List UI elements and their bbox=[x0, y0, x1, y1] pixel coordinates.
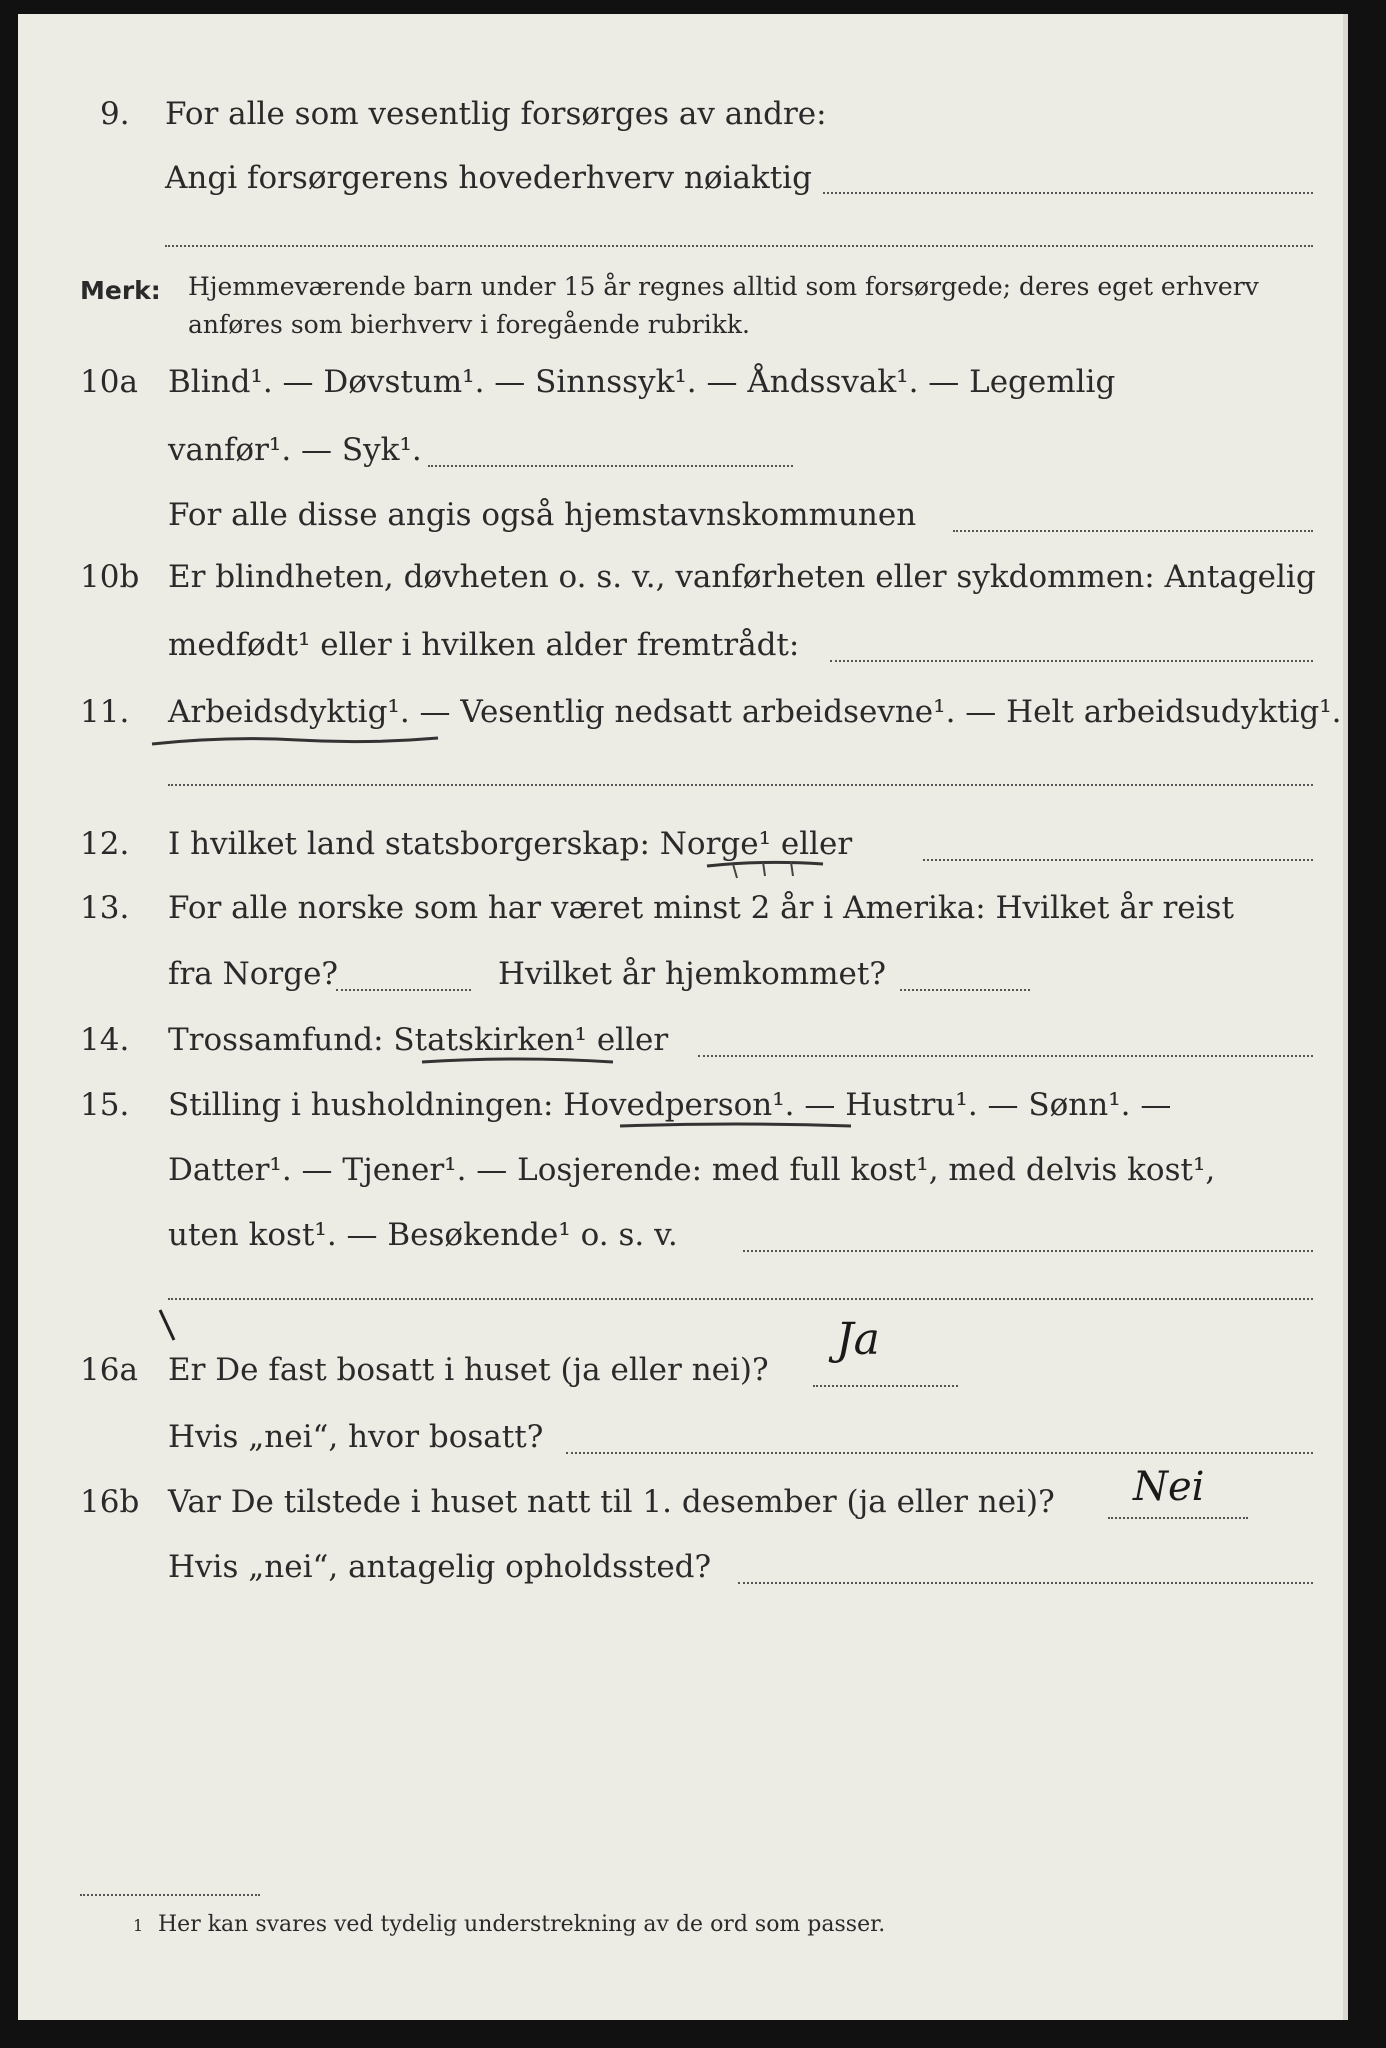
q10a-answer-line[interactable] bbox=[428, 465, 793, 467]
q12-underline-mark bbox=[703, 856, 833, 886]
merk-text1: Hjemmeværende barn under 15 år regnes alltid som forsørgede; deres eget erhverv bbox=[188, 272, 1259, 301]
q10a-text1: Blind¹. — Døvstum¹. — Sinnssyk¹. — Åndssvak¹. — Legemlig bbox=[168, 364, 1116, 400]
q13-text2a: fra Norge? bbox=[168, 956, 339, 992]
q14-text: Trossamfund: Statskirken¹ eller bbox=[168, 1022, 669, 1058]
q14-answer-line[interactable] bbox=[698, 1055, 1313, 1057]
q10a-text3: For alle disse angis også hjemstavnskommunen bbox=[168, 497, 917, 533]
q9-answer-line[interactable] bbox=[823, 192, 1313, 194]
q9-answer-line-2[interactable] bbox=[165, 245, 1313, 247]
q9-number: 9. bbox=[100, 96, 130, 132]
q9-text1: For alle som vesentlig forsørges av andre: bbox=[165, 96, 827, 132]
q13-number: 13. bbox=[80, 890, 130, 926]
q16a-text1: Er De fast bosatt i huset (ja eller nei)? bbox=[168, 1352, 769, 1388]
q10a-number: 10a bbox=[80, 364, 138, 400]
q15-text3: uten kost¹. — Besøkende¹ o. s. v. bbox=[168, 1217, 678, 1253]
merk-text2: anføres som bierhverv i foregående rubrikk. bbox=[188, 310, 750, 339]
page-edge bbox=[1343, 14, 1348, 2020]
q10b-text2: medfødt¹ eller i hvilken alder fremtrådt: bbox=[168, 627, 800, 663]
q15-number: 15. bbox=[80, 1087, 130, 1123]
q11-underline-mark bbox=[148, 724, 448, 754]
q14-underline-mark bbox=[418, 1054, 618, 1074]
q15-underline-mark bbox=[616, 1118, 856, 1138]
q13-text1: For alle norske som har været minst 2 år i Amerika: Hvilket år reist bbox=[168, 890, 1234, 926]
tick-mark bbox=[154, 1306, 184, 1346]
q16a-handwritten-answer: Ja bbox=[836, 1314, 880, 1365]
footnote-rule bbox=[80, 1894, 260, 1896]
footnote-mark: 1 bbox=[133, 1916, 144, 1935]
q16a-text2: Hvis „nei“, hvor bosatt? bbox=[168, 1419, 544, 1455]
q12-answer-line[interactable] bbox=[923, 859, 1313, 861]
q16b-opholdssted-line[interactable] bbox=[738, 1582, 1313, 1584]
q16a-number: 16a bbox=[80, 1352, 138, 1388]
q16b-number: 16b bbox=[80, 1484, 140, 1520]
q9-text2: Angi forsørgerens hovederhverv nøiaktig bbox=[165, 160, 812, 196]
census-form-page bbox=[18, 14, 1348, 2020]
q10b-number: 10b bbox=[80, 559, 140, 595]
q10b-text1: Er blindheten, døvheten o. s. v., vanførheten eller sykdommen: Antagelig bbox=[168, 559, 1316, 595]
q11-number: 11. bbox=[80, 694, 130, 730]
q16a-bosatt-line[interactable] bbox=[566, 1452, 1313, 1454]
q16a-answer-line[interactable] bbox=[813, 1385, 958, 1387]
q15-answer-line[interactable] bbox=[743, 1250, 1313, 1252]
q15-answer-line-2[interactable] bbox=[168, 1298, 1313, 1300]
q16b-answer-line[interactable] bbox=[1108, 1517, 1248, 1519]
q13-text2b: Hvilket år hjemkommet? bbox=[498, 956, 886, 992]
q13-reist-line[interactable] bbox=[336, 989, 471, 991]
q14-number: 14. bbox=[80, 1022, 130, 1058]
q10a-hjemstavn-line[interactable] bbox=[953, 530, 1313, 532]
q15-text2: Datter¹. — Tjener¹. — Losjerende: med full kost¹, med delvis kost¹, bbox=[168, 1152, 1216, 1188]
q10a-text2: vanfør¹. — Syk¹. bbox=[168, 432, 422, 468]
q13-hjemkommet-line[interactable] bbox=[900, 989, 1030, 991]
footnote-text: Her kan svares ved tydelig understrekning av de ord som passer. bbox=[158, 1912, 886, 1937]
q11-text: Arbeidsdyktig¹. — Vesentlig nedsatt arbeidsevne¹. — Helt arbeidsudyktig¹. bbox=[168, 694, 1342, 730]
q15-text1: Stilling i husholdningen: Hovedperson¹. — Hustru¹. — Sønn¹. — bbox=[168, 1087, 1172, 1123]
q10b-answer-line[interactable] bbox=[830, 660, 1313, 662]
q12-text: I hvilket land statsborgerskap: Norge¹ eller bbox=[168, 826, 853, 862]
q12-number: 12. bbox=[80, 826, 130, 862]
q16b-text1: Var De tilstede i huset natt til 1. desember (ja eller nei)? bbox=[168, 1484, 1055, 1520]
q16b-text2: Hvis „nei“, antagelig opholdssted? bbox=[168, 1549, 712, 1585]
merk-label: Merk: bbox=[80, 276, 161, 305]
q11-answer-line[interactable] bbox=[168, 784, 1313, 786]
q16b-handwritten-answer: Nei bbox=[1133, 1464, 1205, 1510]
